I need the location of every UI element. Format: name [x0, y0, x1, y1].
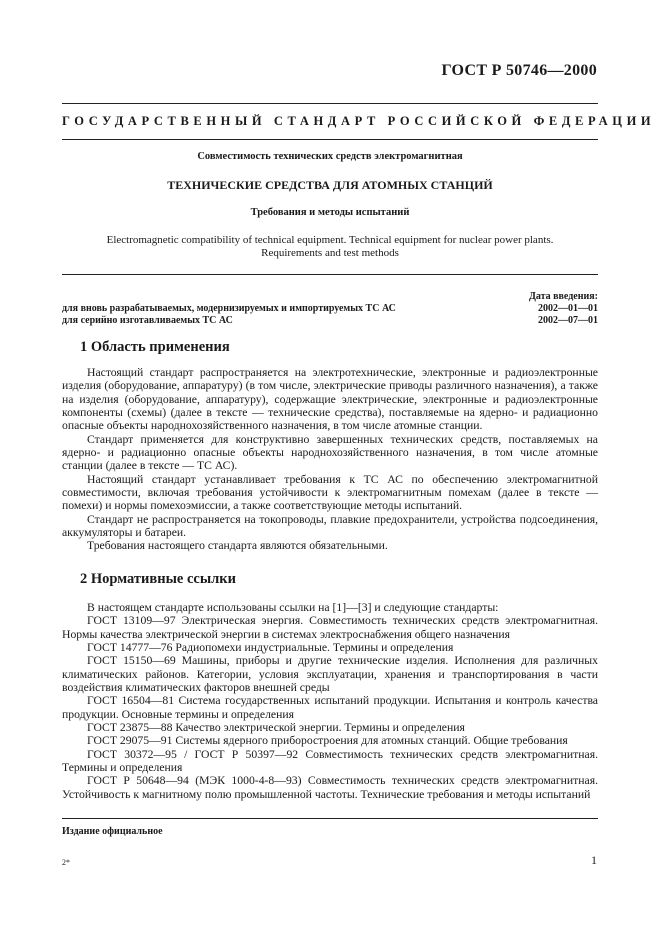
- reference-item: ГОСТ 13109—97 Электрическая энергия. Совместимость технических средств электромагнитная. Нормы качества электрической энергии в системах электроснабжения общего назначения: [62, 614, 598, 641]
- reference-item: ГОСТ Р 50648—94 (МЭК 1000-4-8—93) Совместимость технических средств электромагнитная. Устойчивость к магнитному полю промышленной частоты. Технические требования и методы испытаний: [62, 774, 598, 801]
- section-1-title: 1 Область применения: [80, 339, 230, 355]
- reference-item: ГОСТ 14777—76 Радиопомехи индустриальные. Термины и определения: [87, 641, 454, 655]
- reference-item: В настоящем стандарте использованы ссылки на [1]—[3] и следующие стандарты:: [87, 601, 499, 614]
- page-number: 1: [591, 853, 597, 867]
- standard-main-title: ТЕХНИЧЕСКИЕ СРЕДСТВА ДЛЯ АТОМНЫХ СТАНЦИЙ: [167, 178, 493, 192]
- standard-subtitle: Требования и методы испытаний: [250, 207, 410, 218]
- official-edition-label: Издание официальное: [62, 826, 163, 837]
- introduction-row-text: для вновь разрабатываемых, модернизируемых и импортируемых ТС АС: [62, 303, 396, 314]
- section-2-title: 2 Нормативные ссылки: [80, 571, 236, 587]
- reference-item: ГОСТ 16504—81 Система государственных испытаний продукции. Испытания и контроль качества продукции. Основные термины и определения: [62, 694, 598, 721]
- section-2-body: [62, 601, 598, 801]
- introduction-row: [62, 303, 598, 315]
- introduction-label: Дата введения:: [528, 291, 598, 302]
- reference-item: ГОСТ 15150—69 Машины, приборы и другие технические изделия. Исполнения для различных климатических районов. Категории, условия эксплуатации, хранения и транспортирования в части воздействия климатических факторов внешней среды: [62, 654, 598, 695]
- introduction-row: [62, 315, 598, 327]
- standard-category-title: Совместимость технических средств электромагнитная: [197, 151, 463, 162]
- introduction-dates: [62, 291, 598, 327]
- english-title: [62, 234, 598, 260]
- introduction-row-date: 2002—01—01: [538, 303, 598, 314]
- reference-item: ГОСТ 29075—91 Системы ядерного приборостроения для атомных станций. Общие требования: [87, 734, 568, 748]
- document-code: ГОСТ Р 50746—2000: [441, 62, 597, 79]
- reference-item: ГОСТ 30372—95 / ГОСТ Р 50397—92 Совместимость технических средств электромагнитная. Термины и определения: [62, 747, 598, 775]
- english-title-line-2: Requirements and test methods: [261, 247, 399, 259]
- footer-divider: [62, 818, 598, 819]
- title-divider: [62, 274, 598, 275]
- state-standard-heading: ГОСУДАРСТВЕННЫЙ СТАНДАРТ РОССИЙСКОЙ ФЕДЕРАЦИИ: [62, 114, 656, 128]
- reference-item: ГОСТ 23875—88 Качество электрической энергии. Термины и определения: [87, 721, 465, 735]
- paragraph: Настоящий стандарт устанавливает требования к ТС АС по обеспечению электромагнитной совместимости, включая требования устойчивости к электромагнитным помехам (далее в тексте — помехи) и нормы помехоэмиссии, а также соответствующие методы испытаний.: [62, 472, 598, 513]
- introduction-row-text: для серийно изготавливаемых ТС АС: [62, 315, 233, 326]
- top-divider: [62, 103, 598, 104]
- paragraph: Настоящий стандарт распространяется на электротехнические, электронные и радиоэлектронные изделия (оборудование, аппаратуру) (в том числе, электрические приводы различного назначения), а также на изделия (оборудование, аппаратуру), содержащие электрические, электронные и радиоэлектронные компоненты (схемы) (далее в тексте — технические средства), поставляемые на ядерно- и радиационно опасные объекты народнохозяйственного назначения, в том числе атомные станции.: [62, 366, 598, 433]
- introduction-row-date: 2002—07—01: [538, 315, 598, 326]
- sheet-mark: 2*: [62, 858, 70, 867]
- section-1-body: [62, 366, 598, 553]
- paragraph: Требования настоящего стандарта являются обязательными.: [87, 539, 388, 553]
- introduction-label-row: [62, 291, 598, 303]
- paragraph: Стандарт не распространяется на токопроводы, плавкие предохранители, устройства подсоединения, аккумуляторы и батареи.: [62, 512, 598, 540]
- header-divider: [62, 139, 598, 140]
- paragraph: Стандарт применяется для конструктивно завершенных технических средств, поставляемых на ядерно- и радиационно опасные объекты народнохозяйственного назначения, в том числе атомные станции (далее в тексте — ТС АС).: [62, 432, 598, 473]
- english-title-line-1: Electromagnetic compatibility of technical equipment. Technical equipment for nuclear power plants.: [106, 234, 554, 246]
